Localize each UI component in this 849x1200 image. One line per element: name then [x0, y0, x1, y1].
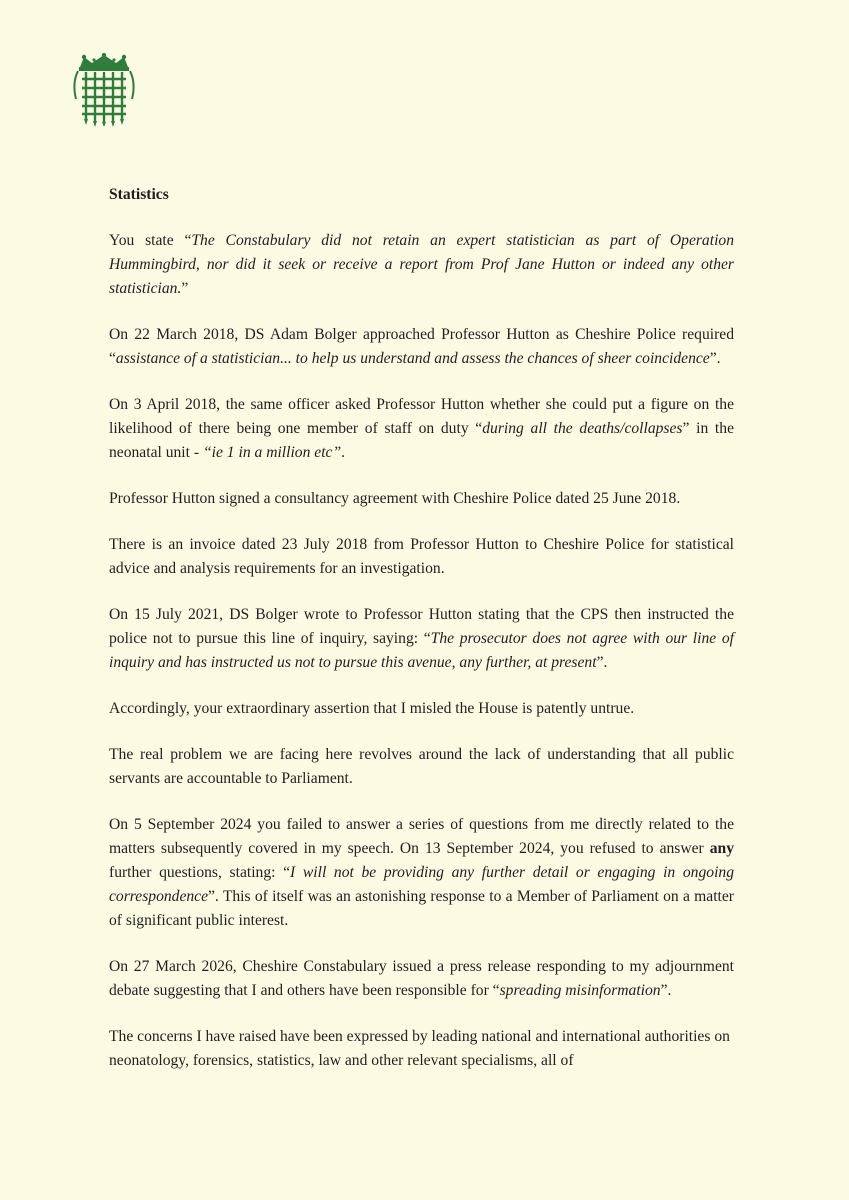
text-run: On 27 March 2026, Cheshire Constabulary issued a press release responding to my adjournment debate suggesting that I and others have been responsible for “	[109, 958, 734, 999]
portcullis-crest-icon	[70, 53, 138, 127]
section-heading: Statistics	[109, 186, 169, 203]
text-run: ”. This of itself was an astonishing response to a Member of Parliament on a matter of significant public interest.	[109, 888, 734, 929]
text-run: On 5 September 2024 you failed to answer a series of questions from me directly related to the matters subsequently covered in my speech. On 13 September 2024, you refused to answer	[109, 816, 734, 857]
text-run: ”.	[709, 350, 721, 367]
text-run: Professor Hutton signed a consultancy agreement with Cheshire Police dated 25 June 2018.	[109, 490, 681, 507]
italic-quote: during all the deaths/collapses	[482, 420, 683, 437]
text-run: ”.	[596, 654, 608, 671]
text-run: ” in the neonatal unit -	[109, 420, 734, 461]
text-run: further questions, stating: “	[109, 864, 291, 881]
text-run: ”.	[660, 982, 672, 999]
letter-body	[109, 183, 734, 1073]
italic-quote: “ie 1 in a million etc”	[202, 444, 342, 461]
paragraph-list	[109, 229, 734, 1073]
paragraph	[109, 533, 734, 581]
text-run: ”	[181, 280, 189, 297]
text-run: You state “	[109, 232, 192, 249]
text-run: .	[341, 444, 346, 461]
text-run: On 15 July 2021, DS Bolger wrote to Professor Hutton stating that the CPS then instructed the police not to pursue this line of inquiry, saying: “	[109, 606, 734, 647]
paragraph	[109, 393, 734, 465]
text-run: The real problem we are facing here revolves around the lack of understanding that all public servants are accountable to Parliament.	[109, 746, 734, 787]
paragraph	[109, 1025, 734, 1073]
italic-quote: I will not be providing any further detail or engaging in ongoing correspondence	[109, 864, 734, 905]
italic-quote: The Constabulary did not retain an expert statistician as part of Operation Hummingbird, nor did it seek or receive a report from Prof Jane Hutton or indeed any other statistician.	[109, 232, 734, 297]
italic-quote: The prosecutor does not agree with our line of inquiry and has instructed us not to pursue this avenue, any further, at present	[109, 630, 734, 671]
paragraph	[109, 229, 734, 301]
italic-quote: spreading misinformation	[499, 982, 661, 999]
paragraph	[109, 743, 734, 791]
bold-emphasis: any	[709, 840, 734, 857]
paragraph	[109, 323, 734, 371]
paragraph	[109, 697, 734, 721]
text-run: The concerns I have raised have been expressed by leading national and international authorities on neonatology, forensics, statistics, law and other relevant specialisms, all of	[109, 1028, 730, 1069]
text-run: There is an invoice dated 23 July 2018 from Professor Hutton to Cheshire Police for statistical advice and analysis requirements for an investigation.	[109, 536, 734, 577]
paragraph	[109, 487, 734, 511]
paragraph	[109, 603, 734, 675]
paragraph	[109, 813, 734, 933]
paragraph	[109, 955, 734, 1003]
text-run: Accordingly, your extraordinary assertion that I misled the House is patently untrue.	[109, 700, 635, 717]
text-run: On 3 April 2018, the same officer asked Professor Hutton whether she could put a figure on the likelihood of there being one member of staff on duty “	[109, 396, 734, 437]
text-run: On 22 March 2018, DS Adam Bolger approached Professor Hutton as Cheshire Police required “	[109, 326, 734, 367]
italic-quote: assistance of a statistician... to help us understand and assess the chances of sheer coincidence	[115, 350, 710, 367]
